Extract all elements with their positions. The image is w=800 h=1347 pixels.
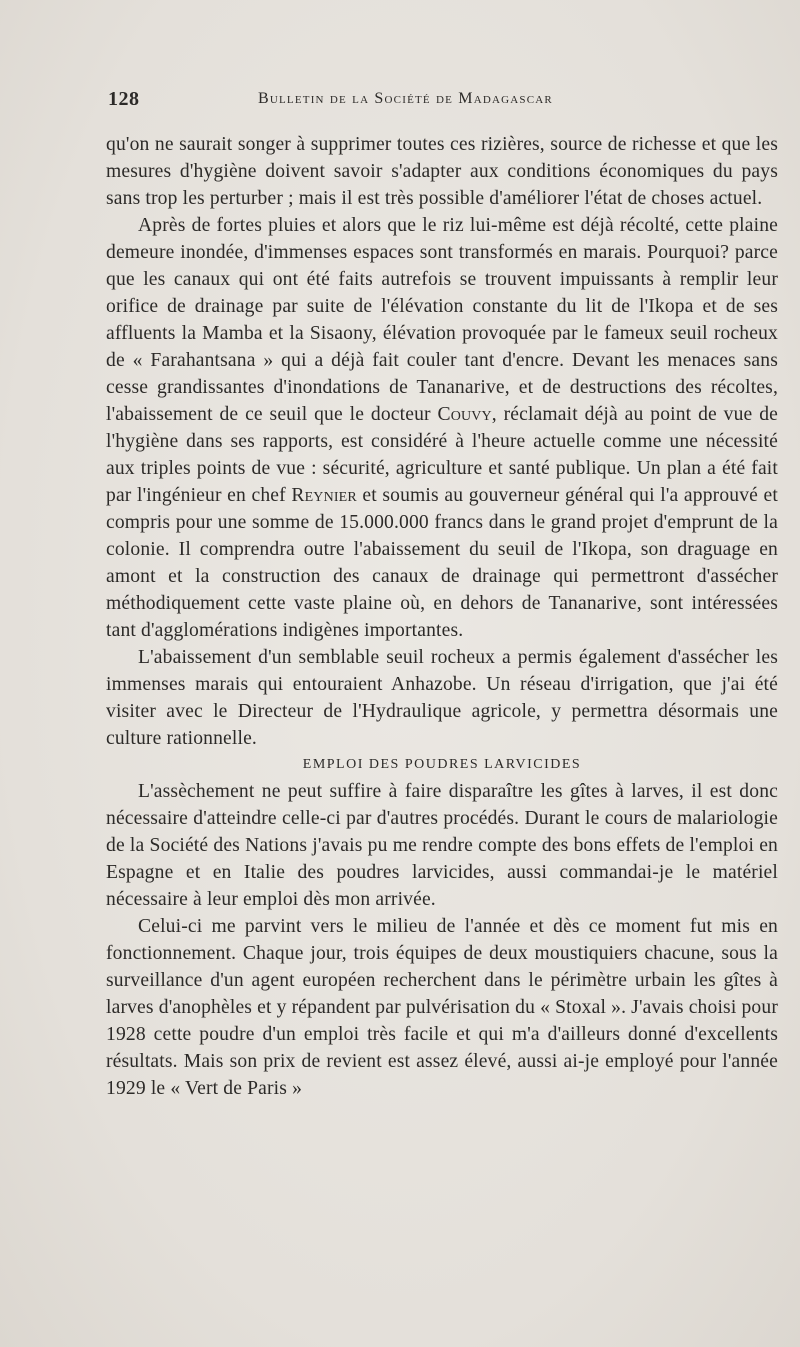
person-name-couvy: Couvy [437, 404, 492, 425]
paragraph-2 [106, 212, 778, 644]
paragraph-5: Celui-ci me parvint vers le milieu de l'année et dès ce moment fut mis en fonctionnement. Chaque jour, trois équipes de deux moustiquiers chacune, sous la surveillance d'un agent européen recherchent dans le périmètre urbain les gîtes à larves d'anophèles et y répandent par pulvérisation du « Stoxal ». J'avais choisi pour 1928 cette poudre d'un emploi très facile et qui m'a d'ailleurs donné d'excellents résultats. Mais son prix de revient est assez élevé, aussi ai-je employé pour l'année 1929 le « Vert de Paris » [106, 916, 778, 1099]
paragraph-2-text-a: Après de fortes pluies et alors que le riz lui-même est déjà récolté, cette plaine demeure inondée, d'immenses espaces sont transformés en marais. Pourquoi? parce que les canaux qui ont été faits autrefois se trouvent impuissants à remplir leur orifice de drainage par suite de l'élévation constante du lit de l'Ikopa et de ses affluents la Mamba et la Sisaony, élévation provoquée par le fameux seuil rocheux de « Farahantsana » qui a déjà fait couler tant d'encre. Devant les menaces sans cesse grandissantes d'inondations de Tananarive, et de destructions des récoltes, l'abaissement de ce seuil que le docteur [106, 215, 778, 425]
paragraph-2-text-c: et soumis au gouverneur général qui l'a approuvé et compris pour une somme de 15.000.000 francs dans le grand projet d'emprunt de la colonie. Il comprendra outre l'abaissement du seuil de l'Ikopa, son draguage en amont et la construction des canaux de drainage qui permettront d'assécher méthodiquement cette vaste plaine où, en dehors de Tananarive, sont intéressées tant d'agglomérations indigènes importantes. [106, 485, 778, 641]
paragraph-3: L'abaissement d'un semblable seuil rocheux a permis également d'assécher les immenses marais qui entouraient Anhazobe. Un réseau d'irrigation, que j'ai été visiter avec le Directeur de l'Hydraulique agricole, y permettra désormais une culture rationnelle. [106, 647, 778, 749]
body-text [106, 131, 778, 1102]
running-title: Bulletin de la Société de Madagascar [258, 90, 553, 107]
page-header [108, 88, 628, 116]
paragraph-1: qu'on ne saurait songer à supprimer toutes ces rizières, source de richesse et que les mesures d'hygiène doivent savoir s'adapter aux conditions économiques du pays sans trop les perturber ; mais il est très possible d'améliorer l'état de choses actuel. [106, 134, 778, 209]
paragraph-4: L'assèchement ne peut suffire à faire disparaître les gîtes à larves, il est donc nécessaire d'atteindre celle-ci par d'autres procédés. Durant le cours de malariologie de la Société des Nations j'avais pu me rendre compte des bons effets de l'emploi en Espagne et en Italie des poudres larvicides, aussi commandai-je le matériel nécessaire à leur emploi dès mon arrivée. [106, 781, 778, 910]
section-heading: EMPLOI DES POUDRES LARVICIDES [302, 757, 582, 772]
person-name-reynier: Reynier [291, 485, 357, 506]
page-number: 128 [108, 88, 140, 110]
paragraph-2-text-b: , réclamait déjà au point de vue de l'hygiène dans ses rapports, est considéré à l'heure actuelle comme une nécessité aux triples points de vue : sécurité, agriculture et santé publique. Un plan a été fait par l'ingénieur en chef [106, 404, 778, 506]
